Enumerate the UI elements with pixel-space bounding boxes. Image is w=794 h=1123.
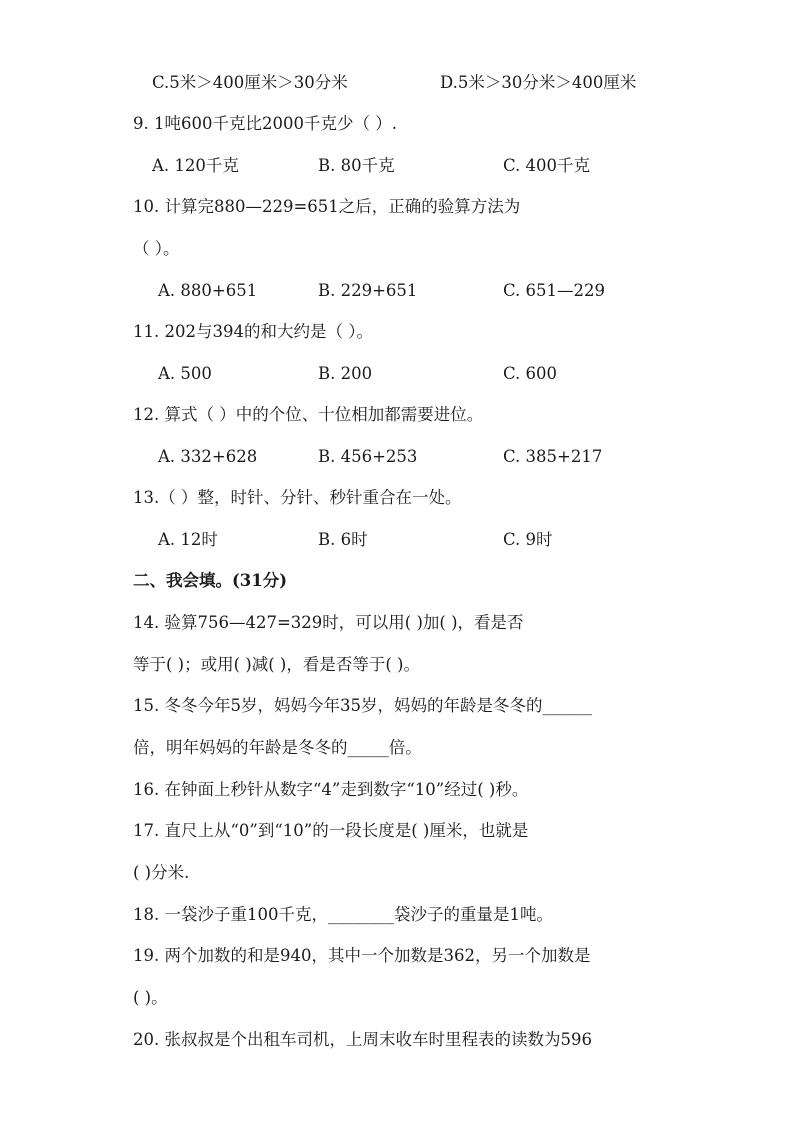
- q12-question: 12. 算式（ ）中的个位、十位相加都需要进位。: [133, 405, 484, 424]
- q19-line-2: ( )。: [133, 988, 168, 1007]
- q14-line-2: 等于( )；或用( )减( )，看是否等于( )。: [133, 655, 420, 674]
- q10-options: [0, 280, 794, 302]
- q20-line-1: 20. 张叔叔是个出租车司机，上周末收车时里程表的读数为596: [133, 1030, 592, 1049]
- q18-line-1: 18. 一袋沙子重100千克，________袋沙子的重量是1吨。: [133, 905, 553, 924]
- q13-options: [0, 529, 794, 551]
- q17-line-2: ( )分米.: [133, 863, 190, 882]
- q12-option-c: C. 385+217: [503, 447, 603, 466]
- q10-option-b: B. 229+651: [318, 281, 418, 300]
- q13-question: 13.（ ）整，时针、分针、秒针重合在一处。: [133, 488, 462, 507]
- q10-question-cont: （ ）。: [133, 239, 180, 258]
- q11-option-a: A. 500: [158, 364, 212, 383]
- q12-options: [0, 446, 794, 468]
- q10-option-c: C. 651—229: [503, 281, 606, 300]
- q8-options: [0, 72, 794, 94]
- q12-option-b: B. 456+253: [318, 447, 418, 466]
- q10-option-a: A. 880+651: [158, 281, 258, 300]
- q14-line-1: 14. 验算756—427=329时，可以用( )加( )，看是否: [133, 613, 524, 632]
- q8-option-c: C.5米＞400厘米＞30分米: [152, 73, 348, 92]
- q15-line-2: 倍，明年妈妈的年龄是冬冬的_____倍。: [133, 738, 422, 757]
- q8-option-d: D.5米＞30分米＞400厘米: [440, 73, 637, 92]
- q16-line-1: 16. 在钟面上秒针从数字“4”走到数字“10”经过( )秒。: [133, 780, 529, 799]
- q9-option-c: C. 400千克: [503, 156, 591, 175]
- q11-options: [0, 363, 794, 385]
- q9-question: 9. 1吨600千克比2000千克少（ ）.: [133, 114, 397, 133]
- section-2-heading: 二、我会填。(31分): [133, 571, 288, 590]
- q19-line-1: 19. 两个加数的和是940，其中一个加数是362，另一个加数是: [133, 946, 591, 965]
- q17-line-1: 17. 直尺上从“0”到“10”的一段长度是( )厘米，也就是: [133, 821, 529, 840]
- q12-option-a: A. 332+628: [158, 447, 258, 466]
- q9-option-a: A. 120千克: [152, 156, 239, 175]
- q13-option-a: A. 12时: [158, 530, 218, 549]
- q10-question: 10. 计算完880—229=651之后，正确的验算方法为: [133, 197, 521, 216]
- q13-option-c: C. 9时: [503, 530, 553, 549]
- q11-question: 11. 202与394的和大约是（ ）。: [133, 322, 373, 341]
- q15-line-1: 15. 冬冬今年5岁，妈妈今年35岁，妈妈的年龄是冬冬的______: [133, 696, 592, 715]
- q11-option-c: C. 600: [503, 364, 558, 383]
- q13-option-b: B. 6时: [318, 530, 368, 549]
- q9-option-b: B. 80千克: [318, 156, 395, 175]
- q11-option-b: B. 200: [318, 364, 373, 383]
- q9-options: [0, 155, 794, 177]
